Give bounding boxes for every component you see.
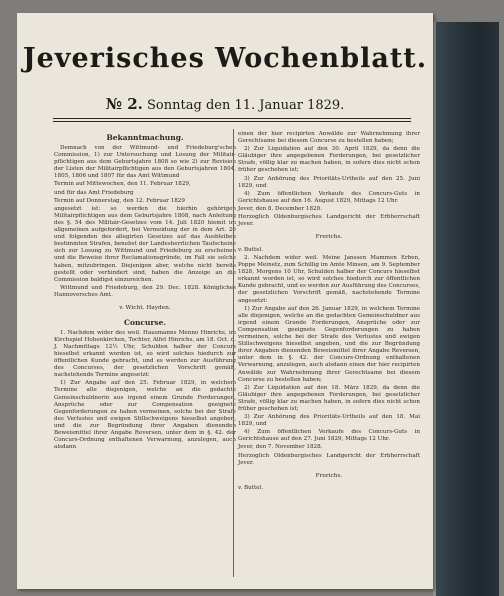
authority: Herzoglich Oldenburgisches Landgericht der Erbherrschaft Jever. xyxy=(238,452,420,466)
paragraph: 2) Zur Liquidation auf den 18. März 1829, da denn die Gläubiger ihre angegebenen Forderungen, bei gesetzlicher Strafe, völlig klar zu machen haben, in sofern dies nicht schon früher geschehen ist; xyxy=(238,384,420,412)
column-divider xyxy=(233,129,234,577)
book-spine xyxy=(433,22,499,596)
issue-date: Sonntag den 11. Januar 1829. xyxy=(147,98,345,113)
right-column xyxy=(238,131,420,494)
paragraph: Termin auf Donnerstag, den 12. Februar 1829 xyxy=(54,197,185,204)
header-rule xyxy=(53,118,411,119)
signature: v. Buttel. xyxy=(238,246,264,253)
dateline: Jever, den 8. December 1828. xyxy=(238,205,322,212)
paragraph: und für das Amt Friedeburg xyxy=(54,189,134,196)
paragraph: 4) Zum öffentlichen Verkaufe des Concurs-Guts in Gerichtshause auf den 16. August 1829, Mittags 12 Uhr. xyxy=(238,190,420,204)
paragraph: Demnach von der Wittmund- und Friedeburg'schen Commission, 1) zur Untersuchung und Losung der Militair-pflichtigen aus dem Geburtsjahre 1808 so wie 2) zur Revision der Listen der Militairpflichtigen aus den Geburtsjahren 1804, 1805, 1806 und 1807 für das Amt Wittmund xyxy=(54,145,236,180)
dateline: Jever, den 7. November 1828. xyxy=(238,444,323,451)
issue-number: № 2. xyxy=(105,95,143,113)
paragraph: 1) Zur Angabe auf den 26. Januar 1829, in welchem Termine alle diejenigen, welche an die gedachten Gemeinschuldner aus irgend einem Grunde Forderungen, Ansprüche oder zur Compensation geeignete Gegenforderungen zu haben vermeinen, solche bei der Strafe des Verlustes und ewigen Stillschweigens hieselbst angeben, und die zur Begründung ihrer Angaben dienenden Beweismittel ihrer Angabe Reversen, unter dem in §. 42. der Concurs-Ordnung enthaltenen Verwarnung, anzulegen, auch alsdann einen der hier recipirten Anwälde zur Wahrnehmung ihrer Gerechtsame bei diesem Concurse zu bestellen haben; xyxy=(238,305,420,383)
paragraph: 1) Zur Angabe auf den 25. Februar 1829, in welchem Termine alle diejenigen, welche an die gedachte Gemeinschuldnerin aus irgend einem Grunde Forderungen, Ansprüche oder zur Compensation geeignete Gegenforderungen zu haben vermeinen, solche bei der Strafe des Verlustes und ewigen Stillschweigens hieselbst angeben, und die zur Begründung ihrer Angaben dienenden Beweismittel ihrer Angabe Reversen, unter dem in §. 42. der Concurs-Ordnung enthaltenen Verwarnung, anzulegen, auch alsdann xyxy=(54,380,236,451)
left-column xyxy=(54,131,236,452)
header-rule-thin xyxy=(53,121,411,122)
signature: Frerichs. xyxy=(315,472,343,479)
signature: Frerichs. xyxy=(315,234,343,241)
dateline: Wittmund und Friedeburg, den 29. Dec. 1828. Königliches Hannoversches Amt. xyxy=(54,284,236,298)
section-heading-concurse: Concurse. xyxy=(123,317,166,327)
issue-line xyxy=(17,95,433,113)
section-heading-bekanntmachung: Bekanntmachung. xyxy=(106,133,184,142)
signatures: v. Wicht. Hayden. xyxy=(119,304,171,311)
paragraph: 1. Nachdem wider des weil. Hausmanns Menno Hinrichs, im Kirchspiel Hohenkirchen, Tochter, Alfet Hinrichs, am 18. Oct. d. J. Nachmittags 12½ Uhr, Schulden halber der Concurs hieselbst erkannt worden ist, so wird solches hiedurch zur öffentlichen Kunde gebracht, und es werden zur Ausführung des Concurses, der gesetzlichen Vorschrift gemäß, nachstehende Termine angesetzt: xyxy=(54,329,236,379)
paragraph: 3) Zur Anhörung des Prioritäts-Urtheils auf den 18. Mai 1829, und xyxy=(238,414,420,428)
paragraph: 3) Zur Anhörung des Prioritäts-Urtheils auf den 25. Juni 1829, und xyxy=(238,175,420,189)
authority: Herzoglich Oldenburgisches Landgericht der Erbherrschaft Jever. xyxy=(238,214,420,228)
signature: v. Buttel. xyxy=(238,485,264,492)
paragraph: 2. Nachdem wider weil. Meine Janssen Mammen Erben, Poppe Meinetz, zum Schillig im Amte Minsen, am 9. September 1828, Morgens 10 Uhr, Schulden halber der Concurs hieselbst erkannt worden ist, so wird solches hiedurch zur öffentlichen Kunde gebracht, und es werden zur Ausführung des Concurses, der gesetzlichen Vorschrift gemäß, nachstehende Termine angesetzt: xyxy=(238,255,420,304)
newspaper-page xyxy=(17,13,433,589)
page-edge xyxy=(433,22,436,596)
paragraph: 2) Zur Liquidation auf den 30. April 1829, da denn die Gläubiger ihre angegebenen Forderungen, bei gesetzlicher Strafe, völlig klar zu machen haben, in sofern dies nicht schon früher geschehen ist; xyxy=(238,146,420,174)
paragraph: einen der hier recipirten Anwälde zur Wahrnehmung ihrer Gerechtsame bei diesem Concurse zu bestellen haben; xyxy=(238,131,420,145)
paragraph: angesetzt ist: so werden die hierhin gehörigen Militairpflichtigen aus dem Geburtsjahre 1808, nach Anleitung des §. 54 des Militair-Gesetzes vom 14. Juli 1820 hiemit im allgemeinen aufgefordert, bei Vermeidung der in dem Art. 26 und folgenden des allegirten Gesetzes auf das Ausbleiben bestimmten Strafen, benebst der Landesherrlichen Taufscheine sich zur Losung zu Wittmund und Friedeburg zu erscheinen und die Beweise ihrer Reclamationsgründe, im Fall sie solche haben, mitzubringen. Diejenigen aber, welche nicht bereits gestellt oder verhindert sind, haben die Anzeige an die Commission baldigst einzureichen. xyxy=(54,205,236,283)
masthead-title: Jeverisches Wochenblatt. xyxy=(22,43,428,74)
paragraph: Termin auf Mittewochen, den 11. Februar 1829, xyxy=(54,181,191,188)
paragraph: 4) Zum öffentlichen Verkaufe des Concurs-Guts in Gerichtshause auf den 27. Juni 1829, Mittags 12 Uhr. xyxy=(238,429,420,443)
